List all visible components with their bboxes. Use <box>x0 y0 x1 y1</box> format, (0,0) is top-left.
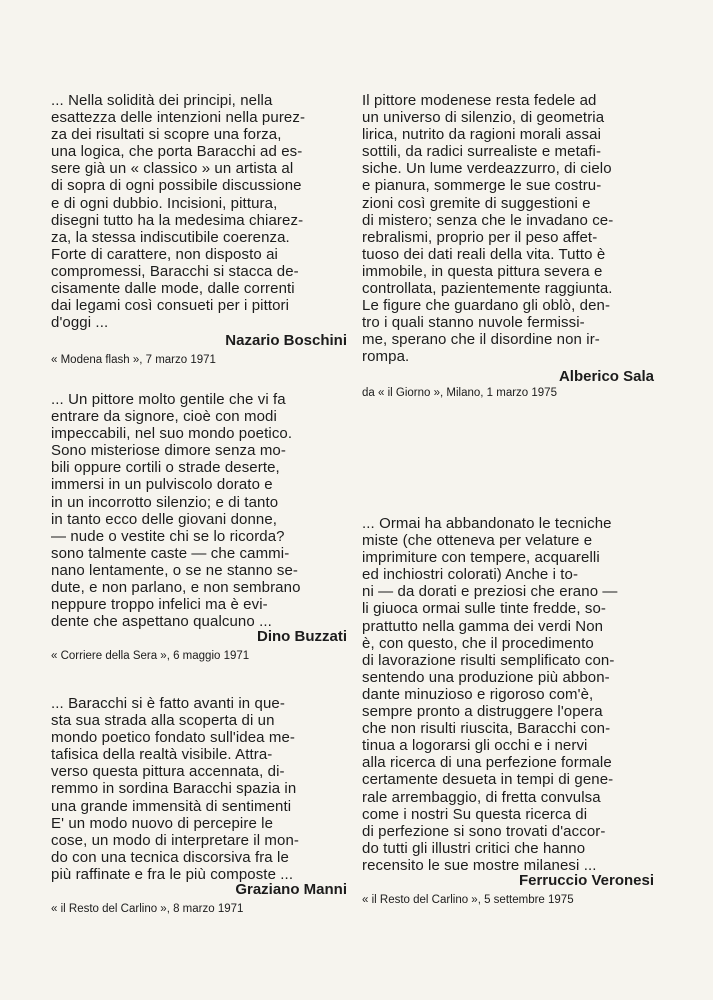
quote-author: Ferruccio Veronesi <box>518 871 654 889</box>
quote-line: dante minuzioso e rigoroso com'è, <box>362 685 594 703</box>
quote-line: do tutti gli illustri critici che hanno <box>362 839 586 857</box>
quote-line: rompa. <box>362 348 410 366</box>
quote-text <box>362 92 654 366</box>
quote-veronesi <box>362 515 654 908</box>
quote-author: Graziano Manni <box>235 881 347 899</box>
quote-line: come i nostri Su questa ricerca di <box>362 805 588 823</box>
quote-line: tro i quali stanno nuvole fermissi- <box>362 314 585 332</box>
quote-line: in tanto ecco delle giovani donne, <box>51 510 278 528</box>
quote-line: sempre pronto a distruggere l'opera <box>362 703 603 721</box>
quote-line: alla ricerca di una perfezione formale <box>362 754 612 772</box>
quote-line: imprimiture con tempere, acquarelli <box>362 549 600 567</box>
quote-line: disegni tutto ha la medesima chiarez- <box>51 211 304 229</box>
quote-line: remmo in sordina Baracchi spazia in <box>51 780 297 798</box>
quote-line: immobile, in questa pittura severa e <box>362 262 603 280</box>
quote-source: « Modena flash », 7 marzo 1971 <box>51 354 216 367</box>
quote-line: ... Baracchi si è fatto avanti in que- <box>51 695 285 712</box>
quote-line: li giuoca ormai sulle tinte fredde, so- <box>362 600 607 618</box>
quote-line: nano lentamente, o se ne stanno se- <box>51 561 299 579</box>
quote-line: una grande immensità di sentimenti <box>51 797 292 815</box>
quote-line: sottili, da radici surrealiste e metafi- <box>362 143 602 161</box>
quote-text <box>51 695 347 883</box>
quote-line: sta sua strada alla scoperta di un <box>51 712 275 730</box>
quote-line: neppure troppo infelici ma è evi- <box>51 596 268 614</box>
quote-source: « il Resto del Carlino », 5 settembre 1975 <box>362 893 574 906</box>
quote-line: impeccabili, nel suo mondo poetico. <box>51 425 293 443</box>
quote-line: ed inchiostri colorati) Anche i to- <box>362 566 579 584</box>
quote-line: siche. Un lume verdeazzurro, di cielo <box>362 160 612 178</box>
quote-text <box>51 92 347 331</box>
quote-line: d'oggi ... <box>51 314 109 332</box>
quote-line: che non risulti riuscita, Baracchi con- <box>362 720 611 738</box>
quote-line: ... Nella solidità dei principi, nella <box>51 92 273 109</box>
quote-line: miste (che otteneva per velature e <box>362 532 593 550</box>
quote-line: sentendo una produzione più abbon- <box>362 668 610 686</box>
quote-line: immersi in un pulviscolo dorato e <box>51 476 273 494</box>
quote-line: Forte di carattere, non disposto ai <box>51 245 278 263</box>
quote-line: bili oppure cortili o strade deserte, <box>51 459 280 477</box>
quote-author: Nazario Boschini <box>225 332 347 350</box>
quote-line: compromessi, Baracchi si stacca de- <box>51 262 299 280</box>
quote-line: recensito le sue mostre milanesi ... <box>362 856 597 874</box>
quote-line: verso questa pittura accennata, di- <box>51 763 285 781</box>
quote-line: dute, e non parlano, e non sembrano <box>51 579 301 597</box>
quote-line: do con una tecnica discorsiva fra le <box>51 848 289 866</box>
quote-line: dai legami così consueti per i pittori <box>51 297 290 315</box>
quote-line: sere già un « classico » un artista al <box>51 160 294 178</box>
quote-line: zioni così gremite di suggestioni e <box>362 194 591 212</box>
quote-line: e di ogni dubbio. Incisioni, pittura, <box>51 194 278 212</box>
quote-line: E' un modo nuovo di percepire le <box>51 814 274 832</box>
quote-line: di perfezione si sono trovati d'accor- <box>362 822 606 840</box>
quote-boschini <box>51 92 347 368</box>
quote-author: Dino Buzzati <box>257 628 347 646</box>
quote-line: Il pittore modenese resta fedele ad <box>362 92 597 109</box>
quote-source: da « il Giorno », Milano, 1 marzo 1975 <box>362 386 557 399</box>
quote-line: prattutto nella gamma dei verdi Non <box>362 617 604 635</box>
quote-line: è, con questo, che il procedimento <box>362 634 594 652</box>
quote-buzzati <box>51 391 347 664</box>
quote-line: mondo poetico fondato sull'idea me- <box>51 729 296 747</box>
quote-source: « il Resto del Carlino », 8 marzo 1971 <box>51 903 244 916</box>
quote-line: certamente desueta in tempi di gene- <box>362 771 614 789</box>
quote-line: dente che aspettano qualcuno ... <box>51 613 272 631</box>
quote-author: Alberico Sala <box>558 367 654 385</box>
quote-line: lirica, nutrito da ragioni morali assai <box>362 126 601 144</box>
quote-line: entrare da signore, cioè con modi <box>51 408 277 426</box>
quote-line: rale arrembaggio, di fretta convulsa <box>362 788 601 806</box>
quote-line: più raffinate e fra le più composte ... <box>51 865 294 883</box>
quote-manni <box>51 695 347 917</box>
quote-line: di lavorazione risulti semplificato con- <box>362 651 615 669</box>
quote-line: Sono misteriose dimore senza mo- <box>51 442 286 460</box>
quote-line: sono talmente caste — che cammi- <box>51 544 290 562</box>
quote-line: tinua a logorarsi gli occhi e i nervi <box>362 737 588 755</box>
quote-source: « Corriere della Sera », 6 maggio 1971 <box>51 650 250 663</box>
quote-line: cisamente dalle mode, dalle correnti <box>51 280 295 298</box>
quote-line: ni — da dorati e preziosi che erano — <box>362 583 618 601</box>
quote-line: — nude o vestite chi se lo ricorda? <box>51 527 285 545</box>
quote-line: e pianura, sommerge le sue costru- <box>362 177 602 195</box>
quote-line: di mistero; senza che le invadano ce- <box>362 211 614 229</box>
quote-line: me, sperano che il disordine non ir- <box>362 331 600 349</box>
quote-text <box>51 391 347 630</box>
quote-line: Le figure che guardano gli oblò, den- <box>362 297 611 315</box>
quote-line: za dei risultati si scopre una forza, <box>51 126 282 144</box>
quote-line: in un incorrotto silenzio; e di tanto <box>51 493 279 511</box>
quote-line: za, la stessa indiscutibile coerenza. <box>51 228 290 246</box>
quote-sala <box>362 92 654 401</box>
quote-line: tuoso dei dati reali della vita. Tutto è <box>362 245 606 263</box>
quote-line: rebralismi, proprio per il peso affet- <box>362 228 598 246</box>
quote-line: cose, un modo di interpretare il mon- <box>51 831 299 849</box>
quote-line: controllata, pazientemente raggiunta. <box>362 280 613 298</box>
quote-line: esattezza delle intenzioni nella purez- <box>51 109 306 127</box>
quote-line: un universo di silenzio, di geometria <box>362 109 605 127</box>
quote-line: una logica, che porta Baracchi ad es- <box>51 143 303 161</box>
quote-line: ... Ormai ha abbandonato le tecniche <box>362 515 612 532</box>
quote-line: tafisica della realtà visibile. Attra- <box>51 746 273 764</box>
quote-line: di sopra di ogni possibile discussione <box>51 177 302 195</box>
quote-text <box>362 515 654 874</box>
quote-line: ... Un pittore molto gentile che vi fa <box>51 391 286 408</box>
